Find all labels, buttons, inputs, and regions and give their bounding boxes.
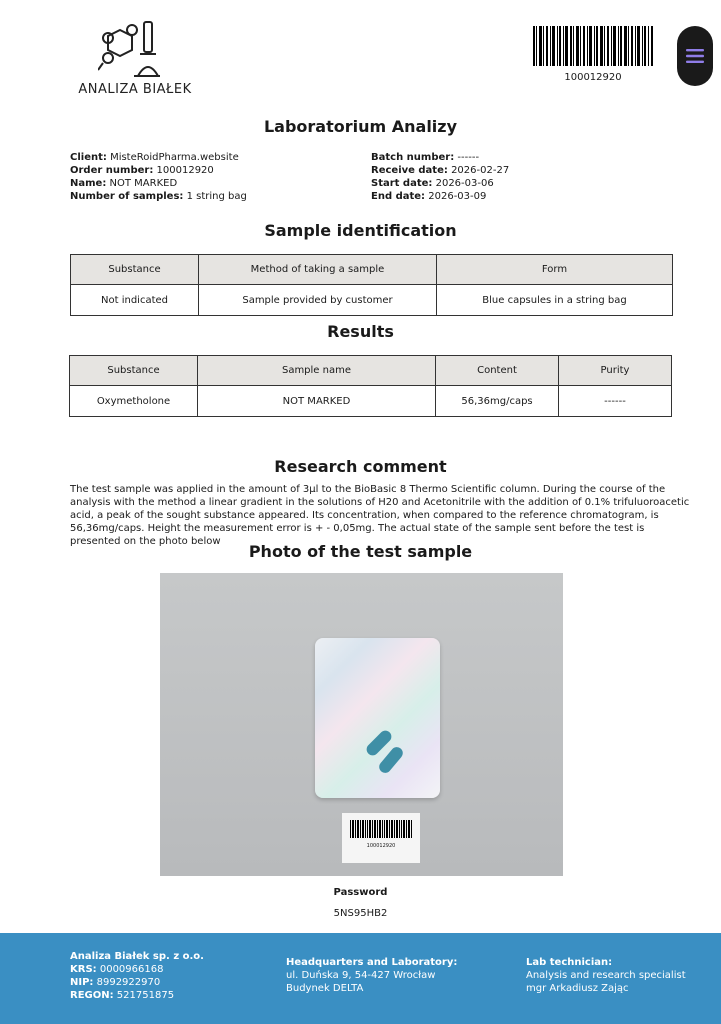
string-bag (315, 638, 440, 798)
company-logo (70, 18, 200, 98)
sample-identification-title: Sample identification (264, 221, 457, 240)
krs-row: KRS: 0000966168 (70, 964, 164, 975)
results-table (69, 355, 672, 417)
sample-identification-table (70, 254, 673, 316)
samples-row: Number of samples: 1 string bag (70, 191, 247, 202)
table-cell: Sample provided by customer (199, 285, 437, 316)
info-right (371, 151, 509, 203)
receive-date-row: Receive date: 2026-02-27 (371, 165, 510, 176)
name-row: Name: NOT MARKED (70, 178, 178, 189)
hamburger-menu-icon (686, 49, 704, 63)
molecule-logo-icon (98, 18, 162, 80)
footer-technician (526, 956, 686, 995)
table-cell: 56,36mg/caps (436, 386, 559, 417)
research-comment-text: The test sample was applied in the amount of 3µl to the BioBasic 8 Thermo Scientific column. During the course of the analysis with the method a linear gradient in the solutions of H20 and Acetonitrile with the addition of 0.1% trifuluoroacetic acid, a peak of the sought substance appeared. Its concentration, when compared to the reference chromatogram, is 56,36mg/caps. Height the measurement error is + - 0,05mg. The actual state of the sample sent before the test is presented on the photo below (70, 484, 690, 547)
nip-row: NIP: 8992922970 (70, 977, 161, 988)
table-cell: Oxymetholone (70, 386, 198, 417)
footer-company (70, 950, 204, 1002)
tech-title: Lab technician: (526, 957, 613, 968)
table-header: Form (437, 255, 673, 285)
table-row (70, 386, 672, 417)
table-header: Purity (559, 356, 672, 386)
footer (0, 933, 721, 1024)
hq-building: Budynek DELTA (286, 983, 364, 994)
table-header-row (70, 356, 672, 386)
info-left (70, 151, 247, 203)
table-header: Sample name (198, 356, 436, 386)
table-cell: ------ (559, 386, 672, 417)
password-value: 5NS95HB2 (333, 908, 388, 919)
order-number-row: Order number: 100012920 (70, 165, 214, 176)
company-name: Analiza Białek sp. z o.o. (70, 951, 204, 962)
barcode (533, 26, 653, 66)
menu-button[interactable] (677, 26, 713, 86)
table-header: Substance (71, 255, 199, 285)
regon-row: REGON: 521751875 (70, 990, 175, 1001)
sample-label (342, 813, 420, 863)
sample-photo (160, 573, 563, 876)
tech-role: Analysis and research specialist (526, 970, 686, 981)
footer-hq (286, 956, 457, 995)
label-barcode (350, 820, 412, 838)
research-comment-title: Research comment (274, 457, 447, 476)
client-row: Client: MisteRoidPharma.website (70, 152, 239, 163)
table-row (71, 285, 673, 316)
start-date-row: Start date: 2026-03-06 (371, 178, 494, 189)
logo-text: ANALIZA BIAŁEK (78, 82, 192, 97)
end-date-row: End date: 2026-03-09 (371, 191, 487, 202)
tech-name: mgr Arkadiusz Zając (526, 983, 629, 994)
password-label: Password (333, 887, 388, 898)
barcode-number: 100012920 (564, 72, 622, 83)
table-header: Substance (70, 356, 198, 386)
table-header: Method of taking a sample (199, 255, 437, 285)
hq-title: Headquarters and Laboratory: (286, 957, 458, 968)
table-header-row (71, 255, 673, 285)
table-cell: Blue capsules in a string bag (437, 285, 673, 316)
batch-row: Batch number: ------ (371, 152, 480, 163)
table-cell: NOT MARKED (198, 386, 436, 417)
photo-title: Photo of the test sample (248, 542, 473, 561)
page-title: Laboratorium Analizy (263, 117, 458, 136)
results-title: Results (327, 322, 394, 341)
table-header: Content (436, 356, 559, 386)
label-number: 100012920 (366, 843, 396, 849)
table-cell: Not indicated (71, 285, 199, 316)
hq-address: ul. Duńska 9, 54-427 Wrocław (286, 970, 436, 981)
